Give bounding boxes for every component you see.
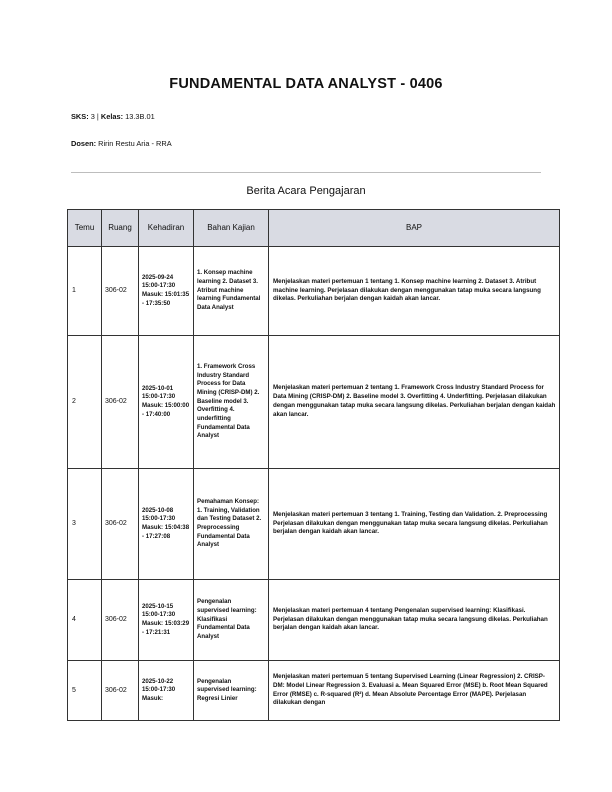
cell-kehadiran: 2025-10-15 15:00-17:30 Masuk: 15:03:29 - 17:21:31 [139,580,194,661]
cell-bap: Menjelaskan materi pertemuan 2 tentang 1. Framework Cross Industry Standard Process for Data Mining (CRISP-DM) 2. Baseline model 3. Overfitting 4. Underfitting. Perjelasan dilakukan dengan menggunakan tatap muka secara langsung dikelas. Perkuliahan berjalan dengan kaidah akan lancar. [269,336,560,469]
cell-bahan-kajian: 1. Konsep machine learning 2. Dataset 3. Atribut machine learning Fundamental Data Analyst [194,247,269,336]
cell-ruang: 306-02 [102,661,139,721]
table-row [68,247,560,336]
kelas-label: Kelas: [100,112,124,121]
cell-bap: Menjelaskan materi pertemuan 3 tentang 1. Training, Testing dan Validation. 2. Preprocessing Perjelasan dilakukan dengan menggunakan tatap muka secara langsung dikelas. Perkuliahan berjalan dengan kaidah akan lancar. [269,469,560,580]
cell-temu: 5 [68,661,102,721]
cell-ruang: 306-02 [102,580,139,661]
section-title: Berita Acara Pengajaran [246,185,366,197]
sks-kelas-line [71,112,155,121]
dosen-value: Ririn Restu Aria - RRA [98,139,172,148]
cell-bahan-kajian: Pengenalan supervised learning: Klasifikasi Fundamental Data Analyst [194,580,269,661]
col-header-bahan-kajian: Bahan Kajian [194,210,269,247]
cell-ruang: 306-02 [102,469,139,580]
cell-temu: 3 [68,469,102,580]
cell-temu: 4 [68,580,102,661]
cell-bahan-kajian: 1. Framework Cross Industry Standard Process for Data Mining (CRISP-DM) 2. Baseline model 3. Overfitting 4. underfitting Fundamental Data Analyst [194,336,269,469]
cell-bap: Menjelaskan materi pertemuan 4 tentang Pengenalan supervised learning: Klasifikasi. Perjelasan dilakukan dengan menggunakan tatap muka secara langsung dikelas. Perkuliahan berjalan dengan kaidah akan lancar. [269,580,560,661]
cell-kehadiran: 2025-09-24 15:00-17:30 Masuk: 15:01:35 - 17:35:50 [139,247,194,336]
cell-bahan-kajian: Pengenalan supervised learning: Regresi Linier [194,661,269,721]
cell-kehadiran: 2025-10-22 15:00-17:30 Masuk: [139,661,194,721]
col-header-kehadiran: Kehadiran [139,210,194,247]
cell-ruang: 306-02 [102,336,139,469]
col-header-bap: BAP [269,210,560,247]
dosen-line [71,139,172,148]
table-row [68,469,560,580]
cell-bap: Menjelaskan materi pertemuan 5 tentang Supervised Learning (Linear Regression) 2. CRISP-DM: Model Linear Regression 3. Evaluasi a. Mean Squared Error (MSE) b. Root Mean Squared Error (RMSE) c. R-squared (R²) d. Mean Absolute Percentage Error (MAPE). Perjelasan dilakukan dengan [269,661,560,721]
cell-kehadiran: 2025-10-01 15:00-17:30 Masuk: 15:00:00 - 17:40:00 [139,336,194,469]
kelas-value: 13.3B.01 [125,112,155,121]
table-row [68,661,560,721]
cell-temu: 2 [68,336,102,469]
dosen-label: Dosen: [71,139,97,148]
cell-kehadiran: 2025-10-08 15:00-17:30 Masuk: 15:04:38 - 17:27:08 [139,469,194,580]
divider [71,172,541,173]
cell-bahan-kajian: Pemahaman Konsep: 1. Training, Validation dan Testing Dataset 2. Preprocessing Fundamental Data Analyst [194,469,269,580]
col-header-temu: Temu [68,210,102,247]
cell-ruang: 306-02 [102,247,139,336]
table-row [68,336,560,469]
col-header-ruang: Ruang [102,210,139,247]
sks-value: 3 | [90,112,101,121]
table-row [68,580,560,661]
cell-temu: 1 [68,247,102,336]
cell-bap: Menjelaskan materi pertemuan 1 tentang 1. Konsep machine learning 2. Dataset 3. Atribut machine learning. Perjelasan dilakukan dengan menggunakan tatap muka secara langsung dikelas. Perkuliahan berjalan dengan kaidah akan lancar. [269,247,560,336]
sks-label: SKS: [71,112,89,121]
document-title: FUNDAMENTAL DATA ANALYST - 0406 [169,76,443,92]
table-header-row [68,210,560,247]
bap-table [67,209,560,721]
